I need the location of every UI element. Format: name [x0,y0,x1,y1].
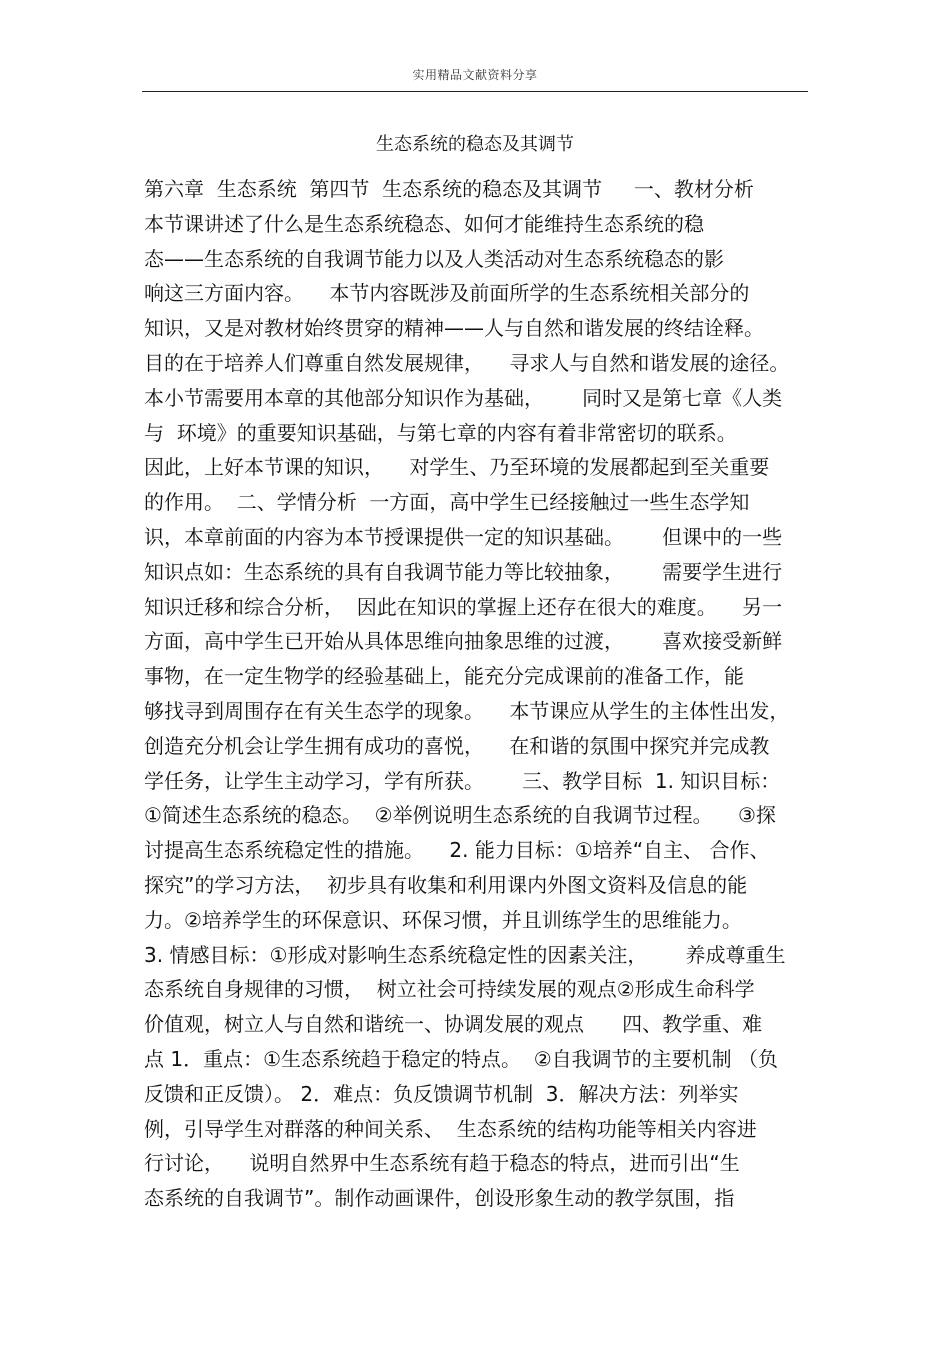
body-line: ①简述生态系统的稳态。 ②举例说明生态系统的自我调节过程。 ③探 [144,803,776,828]
body-line: 响这三方面内容。 本节内容既涉及前面所学的生态系统相关部分的 [144,281,750,306]
body-line: 方面，高中学生已开始从具体思维向抽象思维的过渡， 喜欢接受新鲜 [144,629,783,654]
body-line: 态系统自身规律的习惯， 树立社会可持续发展的观点②形成生命科学 [144,977,755,1002]
body-line: 讨提高生态系统稳定性的措施。 2. 能力目标：①培养“自主、 合作、 [144,838,770,863]
body-line: 的作用。 二、学情分析 一方面，高中学生已经接触过一些生态学知 [144,490,750,515]
body-line: 点 1．重点：①生态系统趋于稳定的特点。 ②自我调节的主要机制 （负 [144,1046,779,1071]
body-line: 价值观，树立人与自然和谐统一、协调发展的观点 四、教学重、难 [144,1012,763,1037]
document-body [144,172,808,1216]
body-line: 够找寻到周围存在有关生态学的现象。 本节课应从学生的主体性出发， [144,698,790,723]
body-line: 力。②培养学生的环保意识、环保习惯，并且训练学生的思维能力。 [144,907,742,932]
header-divider [142,91,808,92]
body-line: 态——生态系统的自我调节能力以及人类活动对生态系统稳态的影 [144,246,724,271]
body-line: 第六章 生态系统 第四节 生态系统的稳态及其调节 一、教材分析 [144,177,754,201]
body-line: 事物，在一定生物学的经验基础上，能充分完成课前的准备工作，能 [144,664,744,689]
body-line: 创造充分机会让学生拥有成功的喜悦， 在和谐的氛围中探究并完成教 [144,733,770,758]
body-line: 知识迁移和综合分析， 因此在知识的掌握上还存在很大的难度。 另一 [144,594,783,619]
document-title: 生态系统的稳态及其调节 [376,134,574,155]
body-line: 因此，上好本节课的知识， 对学生、乃至环境的发展都起到至关重要 [144,455,770,480]
body-line: 知识点如：生态系统的具有自我调节能力等比较抽象， 需要学生进行 [144,559,783,584]
body-line: 探究”的学习方法， 初步具有收集和利用课内外图文资料及信息的能 [144,872,748,897]
body-line: 3. 情感目标：①形成对影响生态系统稳定性的因素关注， 养成尊重生 [144,942,786,967]
body-line: 态系统的自我调节”。制作动画课件，创设形象生动的教学氛围，指 [144,1186,735,1211]
body-line: 与 环境》的重要知识基础，与第七章的内容有着非常密切的联系。 [144,420,737,445]
body-line: 本节课讲述了什么是生态系统稳态、如何才能维持生态系统的稳 [144,211,704,236]
body-line: 本小节需要用本章的其他部分知识作为基础， 同时又是第七章《人类 [144,385,783,410]
body-line: 知识，又是对教材始终贯穿的精神——人与自然和谐发展的终结诠释。 [144,316,764,341]
body-line: 学任务，让学生主动学习，学有所获。 三、教学目标 1. 知识目标： [144,768,781,793]
body-line: 目的在于培养人们尊重自然发展规律， 寻求人与自然和谐发展的途径。 [144,350,790,375]
body-line: 反馈和正反馈）。 2．难点：负反馈调节机制 3．解决方法：列举实 [144,1081,739,1106]
body-line: 行讨论， 说明自然界中生态系统有趋于稳态的特点，进而引出“生 [144,1151,740,1176]
body-line: 例，引导学生对群落的种间关系、 生态系统的结构功能等相关内容进 [144,1116,757,1141]
header-text: 实用精品文献资料分享 [412,68,538,82]
body-line: 识，本章前面的内容为本节授课提供一定的知识基础。 但课中的一些 [144,524,783,549]
